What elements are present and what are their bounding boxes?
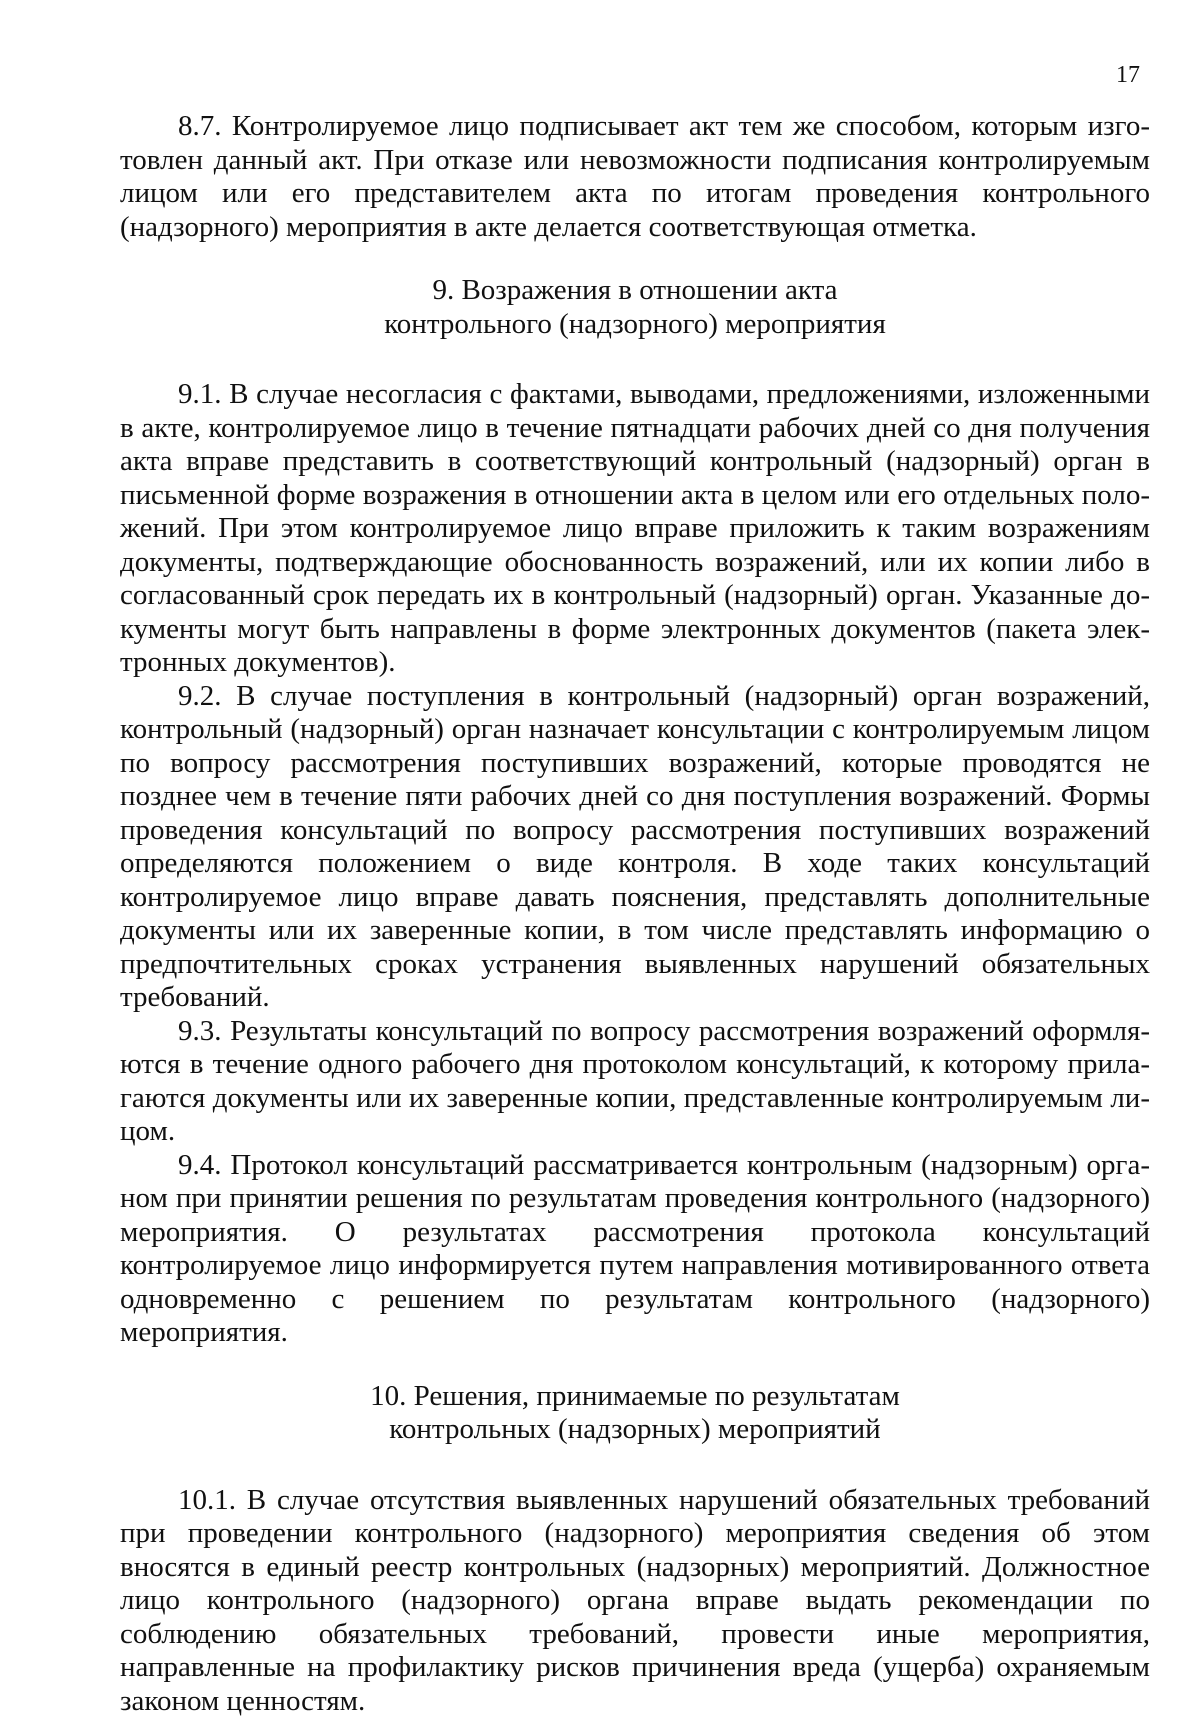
paragraph-9-2: 9.2. В случае поступления в контрольный (надзорный) орган возражений, контрольный (надзорный) орган назначает консультации с контролируемым лицом по вопросу рассмотрения поступивших возражений, которые проводятся не позднее чем в течение пяти рабочих дней со дня поступления возражений. Формы проведения консультаций по вопросу рассмотрения поступивших возражений определяются положением о виде контроля. В ходе таких консультаций контролируемое лицо вправе давать пояснения, представлять дополнительные документы или их заверенные копии, в том числе представлять информацию о предпочтительных сроках устранения выявленных нарушений обязательных требований. [120,680,1150,1015]
section-10-heading-line-1: 10. Решения, принимаемые по результатам [120,1380,1150,1414]
section-9-heading-line-2: контрольного (надзорного) мероприятия [120,308,1150,342]
paragraph-10-1: 10.1. В случае отсутствия выявленных нарушений обязательных требований при проведении контрольного (надзорного) мероприятия сведения об этом вносятся в единый реестр контрольных (надзорных) мероприятий. Должностное лицо контрольного (надзорного) органа вправе выдать рекомендации по соблюдению обязательных требований, провести иные мероприятия, направленные на профилактику рисков причинения вреда (ущерба) охраняемым законом ценностям. [120,1484,1150,1718]
paragraph-9-3: 9.3. Результаты консультаций по вопросу рассмотрения возражений оформляются в течение одного рабочего дня протоколом консультаций, к которому прилагаются документы или их заверенные копии, представленные контролируемым лицом. [120,1015,1150,1149]
paragraph-8-7: 8.7. Контролируемое лицо подписывает акт тем же способом, которым изготовлен данный акт. При отказе или невозможности подписания контролируемым лицом или его представителем акта по итогам проведения контрольного (надзорного) мероприятия в акте делается соответствующая отметка. [120,110,1150,244]
document-body [120,110,1150,1718]
section-10-heading-line-2: контрольных (надзорных) мероприятий [120,1413,1150,1447]
page-number: 17 [1116,60,1140,90]
paragraph-9-1: 9.1. В случае несогласия с фактами, выводами, предложениями, изложенными в акте, контролируемое лицо в течение пятнадцати рабочих дней со дня получения акта вправе представить в соответствующий контрольный (надзорный) орган в письменной форме возражения в отношении акта в целом или его отдельных положений. При этом контролируемое лицо вправе приложить к таким возражениям документы, подтверждающие обоснованность возражений, или их копии либо в согласованный срок передать их в контрольный (надзорный) орган. Указанные документы могут быть направлены в форме электронных документов (пакета электронных документов). [120,378,1150,680]
paragraph-9-4: 9.4. Протокол консультаций рассматривается контрольным (надзорным) органом при принятии решения по результатам проведения контрольного (надзорного) мероприятия. О результатах рассмотрения протокола консультаций контролируемое лицо информируется путем направления мотивированного ответа одновременно с решением по результатам контрольного (надзорного) мероприятия. [120,1149,1150,1350]
section-9-heading-line-1: 9. Возражения в отношении акта [120,274,1150,308]
